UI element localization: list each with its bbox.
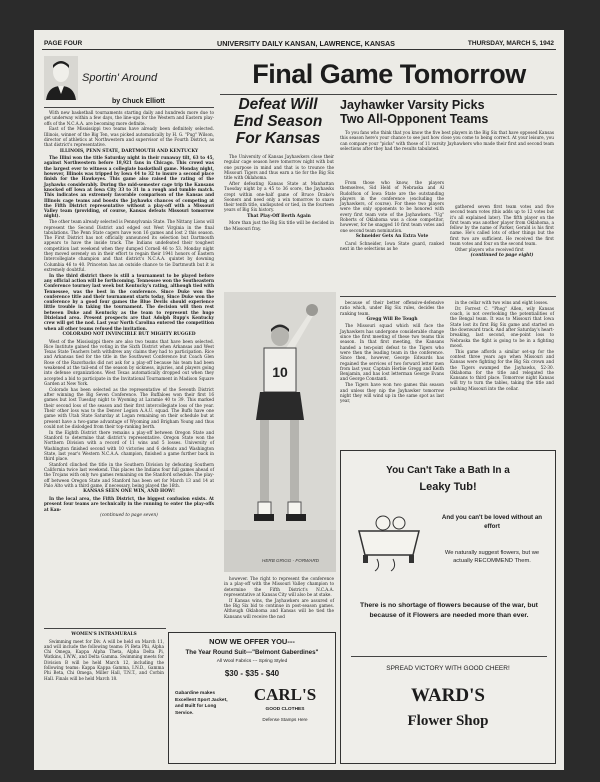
columnist-photo bbox=[44, 56, 78, 100]
paragraph: because of their better offensive-defensive ratio which, under Big Six rules, decides the ranking team. bbox=[340, 300, 444, 316]
svg-text:10: 10 bbox=[272, 364, 288, 380]
ad-brand: WARD'S bbox=[411, 685, 485, 706]
paragraph: Colorado has been selected as the representative of the Seventh District after winning the Big Seven Conference. The Buffaloes won their first 16 games but lost Tuesday night to Wyoming at Laramie 40 to 39. This marked their second loss of the season and their first intercollegiate loss of the year. Their other loss was to the Denver Legion A.A.U. squad. The Buffs have one game with Utah State Saturday at Logan remaining on their schedule but at present have a two-game advantage of Wyoming and Brigham Young and thus could not be dislodged from their top-ranking berth. bbox=[44, 386, 214, 429]
right-intro bbox=[340, 130, 554, 152]
intramurals-text: Swimming meet for Div. A will be held on March 11, and will include the following teams: Pi Beta Phi, Alpha Chi Omega, Kappa Alpha Theta, Alpha Delta Pi, Watkins, I.W.W., and Delta Gamma. Swimming meets for Division B will be held March 12, including the following teams: Kappa Kappa Gamma, I.N.D., Gamma Phi Beta, Chi Omega, Miller Hall, T.N.T., and Corbin Hall. Finals will be held March 18. bbox=[44, 638, 164, 681]
portrait-icon bbox=[44, 56, 78, 100]
paper-name: UNIVERSITY DAILY KANSAN, LAWRENCE, KANSAS bbox=[217, 39, 395, 48]
ad-line: All Wool Fabrics --- Spring Styled bbox=[216, 659, 288, 664]
ad-line: There is no shortage of flowers because of the war, but because of it Flowers are needed more than ever. bbox=[360, 602, 538, 619]
intramurals-box bbox=[44, 631, 164, 681]
paragraph: The Tigers have won two games this season and unless they nip the Jayhawker tomorrow night they will wind up in the same spot as last year, bbox=[340, 382, 444, 404]
paragraph: If Kansas wins, the Jayhawkers are assured of the Big Six bid to continue in post-season games. Although Oklahoma and Kansas will be tied the Kansans will receive the nod bbox=[224, 597, 334, 619]
divider bbox=[44, 628, 166, 629]
paragraph: Other players who received first bbox=[455, 246, 524, 252]
right-lower-b bbox=[450, 300, 554, 392]
player-photo bbox=[224, 292, 336, 572]
ad-brand-sub: GOOD CLOTHES bbox=[265, 707, 305, 712]
column-kicker: Sportin' Around bbox=[82, 72, 158, 84]
ad-line: You Can't Take a Bath In a bbox=[386, 465, 510, 476]
basketball-player-illustration bbox=[224, 292, 336, 572]
paragraph: In the local area, the Fifth District, the biggest confusion exists. At present four teams are technically in the running to enter the play-offs at Kan- bbox=[44, 495, 214, 512]
paragraph: Carol Schneider, Iowa State guard, ranked next in the selections as he bbox=[340, 240, 444, 251]
paragraph: however. The right to represent the conference in a play-off with the Missouri Valley champion to determine the Fifth District's N.C.A.A. representative at Kansas City will also be at stake. bbox=[224, 576, 334, 597]
divider bbox=[351, 656, 547, 657]
ad-line: Defense Stamps Here bbox=[262, 717, 308, 722]
banner-headline: Final Game Tomorrow bbox=[252, 59, 526, 89]
bathtub-illustration bbox=[353, 503, 425, 573]
paragraph: In the Eighth District there remains a play-off between Oregon State and Stanford to determine that district's representative. Oregon State won the Northern Division with a record of 11 wins and 5 losses. University of Washington finished second with 10 victories and 6 defeats and Washington State, last year's Western N.C.A.A. champion, finished a game further back in third place. bbox=[44, 429, 214, 462]
divider bbox=[220, 94, 557, 95]
middle-deck bbox=[222, 96, 334, 147]
masthead bbox=[42, 36, 556, 50]
ad-line: NOW WE OFFER YOU--- bbox=[209, 637, 295, 646]
deck-line: Two All-Opponent Teams bbox=[340, 112, 489, 126]
paragraph: To you fans who think that you know the five best players in the Big Six that have opposed Kansas this season here's your chance to see just how close you come to being correct. At your leisure, you can compare your "picks" with those of 11 varsity Jayhawkers who made their first and second team selections after they had the results tabulated. bbox=[340, 130, 554, 151]
right-col-b bbox=[450, 204, 554, 260]
ad-line: Gabardine makes Excellent Sport Jacket, and Built for Long Service. bbox=[175, 691, 228, 716]
column-title-block bbox=[82, 72, 212, 105]
paragraph: More than just the Big Six title will be decided in the Missouri fray. bbox=[224, 220, 334, 231]
column-byline: by Chuck Elliott bbox=[112, 98, 165, 105]
paragraph: Stanford clinched the title in the Southern Division by defeating Southern California twice last weekend. This places the Indians four full games ahead of the Trojans with only two games remaining on the Stanford schedule. The play-off between Oregon State and Stanford has been set for March 13 and 14 at Palo Alto with a third game, if necessary, being played the 16th. bbox=[44, 461, 214, 489]
paragraph: In the third district there is still a tournament to be played before any official action will be forthcoming. Tennessee won the Southeastern Conference tourney last week but Kentucky's rating, although tied with Tennessee, was the best in the conference. Since Duke won the conference title and their tournament starts today, Since Duke won the conference by a good four games the Blue Devils should experience little trouble in taking the tournament. The decision will then rest between Duke and Kentucky as the team to represent the huge Dixieland area. Present prospects are that Adolph Rupp's Kentucky crew will get the nod. Last year North Carolina entered the competition when all other teams refused the invitation. bbox=[44, 272, 214, 331]
deck-line: Jayhawker Varsity Picks bbox=[340, 98, 485, 112]
paragraph: After defeating Kansas State at Manhattan Tuesday night by a 45 to 36 score, the Jayhawks crept within one-half game of Bruce Drake's Sooners and need only a win tomorrow to snare their tenth title, undisputed or tied, in the fourteen years of Big Six history. bbox=[224, 180, 334, 213]
right-lower-a bbox=[340, 300, 444, 404]
paragraph: Dr. Forrest C. "Phog" Allen, wily Kansas coach, is not overlooking the potentialities of the Bengal team. It was to Missouri that Iowa State lost its first Big Six game and started on the downward track. And after Saturday's heart-breaking, last second, one-point loss to Nebraska the fight is going to be in a fighting mood. bbox=[450, 305, 554, 348]
subheading: That Play-Off Berth Again bbox=[247, 213, 311, 219]
ad-line: Leaky Tub! bbox=[419, 481, 477, 493]
subheading: COLORADO NOT INVINCIBLE BUT MIGHTY RUGGED bbox=[62, 331, 196, 337]
divider bbox=[44, 107, 214, 108]
ad-carls-clothes bbox=[168, 632, 336, 764]
paragraph: The University of Kansas Jayhawkers close their regular cage season here tomorrow night with but one purpose in mind and that is to trounce the Missouri Tigers and thus earn a tie for the Big Six title with Oklahoma. bbox=[224, 154, 334, 181]
paragraph: From those who know, the players themselves, Sid Held of Nebraska and Al Rudolfson of Iowa State are the outstanding players in the conference (excluding the Jayhawkers, of course). For these two players were the only opponents to be honored with every first team vote of the Jayhawkers. "Ug" Roberts of Oklahoma was a close competitor, however, for he snagged 10 first team votes and one second team nomination. bbox=[340, 180, 444, 233]
issue-date: THURSDAY, MARCH 5, 1942 bbox=[467, 40, 554, 47]
ad-wards-flower-shop bbox=[340, 450, 556, 764]
middle-story-continued bbox=[224, 576, 334, 619]
continued-note: (continued to page seven) bbox=[100, 512, 158, 518]
newspaper-page bbox=[34, 30, 564, 770]
page-number: PAGE FOUR bbox=[44, 40, 83, 47]
ad-line: We naturally suggest flowers, but we actually RECOMMEND Them. bbox=[444, 550, 540, 564]
ad-line: SPREAD VICTORY WITH GOOD CHEER! bbox=[386, 665, 510, 672]
paragraph: The Missouri squad which will face the Jayhawkers has undergone considerable change since the first meeting of these two teams this season. In that first meeting, the Kansans handed a ten-point defeat to the Tigers who were then the leading team in the conference. Since then, however, George Edwards has regained the services of two forward letter men from last year, Captain Herbie Gregg and Keith Benjamin, and has lost letterman George Evans and George Constanti. bbox=[340, 323, 444, 382]
continued-note: (continued to page eight) bbox=[470, 253, 534, 259]
subheading: KANSAS SEEN ONE WIN, AND HOW! bbox=[83, 489, 175, 495]
deck-line: For Kansas bbox=[235, 130, 321, 147]
subheading: Schneider Gets An Extra Vote bbox=[355, 233, 429, 239]
ad-brand-sub: Flower Shop bbox=[407, 713, 489, 729]
ad-price: $30 - $35 - $40 bbox=[224, 669, 280, 678]
divider bbox=[340, 296, 556, 297]
paragraph: This game affords a similar set-up for the contest three years ago when Missouri and Kansas were fighting for the Big Six crown and the Tigers swamped the Jayhawks, 52-30. Oklahoma for the title and relegated the Kansans to third place. Tomorrow night Kansas will try to turn the tables, taking the title and pushing Missouri into the cellar. bbox=[450, 348, 554, 391]
paragraph: With new basketball tournaments starting daily and hundreds more due to get underway within a few days, the line-ups for the Western and Eastern play-offs of the N.C.A.A. are becoming more definite. bbox=[44, 110, 214, 126]
column-body bbox=[44, 110, 214, 519]
paragraph: in the cellar with two wins and eight losses. bbox=[455, 300, 549, 305]
paragraph: West of the Mississippi there are also two teams that have been selected. Rice Institute gained the voting in the Sixth District when Arkansas and West Texas State Teachers both withdrew any claims they had to participation. Rice and Arkansas tied for the title in the Southwest Conference but Coach Glen Rose of the Razorbacks did not ask for a play-off because his team had been weakened at the tail-end of the season by sickness, injuries, and players going into defense organizations. West Texas automatically dropped out when they accepted a bid to participate in the Invitational Tournament in Madison Square Garden at New York. bbox=[44, 338, 214, 386]
paragraph: The other team already selected is Pennsylvania State. The Nittany Lions will represent the Second District and edged out West Virginia in the final tabulations. The Penn State cagers have won 16 games and lost 2 this season. The First District has not officially announced its selection but Dartmouth appears to have the inside track. The Indians undefeated their toughest competition last weekend when they dumped Cornell 46 to 53. Monday night they moved serenely on in their effort to regain their 1941 honors of Eastern Intercollegiate champion and that district's N.C.A.A. quintet by downing Columbia 46 to 40. Princeton has an outside chance to tie Dartmouth but it is extremely doubtful. bbox=[44, 219, 214, 272]
ad-line: And you can't be loved without an effort bbox=[441, 514, 543, 530]
paragraph: The Illini won the title Saturday night in their runaway tilt, 63 to 45, against Northwestern before 18,921 fans in Chicago. This crowd was the largest ever to witness a collegiate basketball game. Monday night, however, Illinois was tripped by Iowa 44 to 32 to insure a second place finish for the Hawkeyes. This game also raised the rating of the Jayhawks considerably. During the mid-semester cage trip the Kansans knocked off Iowa at Iowa City 33 to 31 in a rough and tumble match. This indicates an extremely favorable comparison of the Kansas and Illinois cage teams and boosts the Jayhawks chances of competing at the Fifth District representative without a play-off with a Missouri Valley team (providing, of course, Kansas defeats Missouri tomorrow night). bbox=[44, 155, 214, 219]
paragraph: East of the Mississippi two teams have already been definitely selected. Illinois, winner of the Big Ten, was picked automatically by H. G. "Pug" Wilson, director of athletics at Northwestern and supervisor of the Fourth District, as that district's representative. bbox=[44, 126, 214, 148]
ad-brand: CARL'S bbox=[253, 685, 317, 704]
ad-line: The Year Round Suit---"Belmont Gaberdines" bbox=[185, 649, 319, 656]
middle-story bbox=[224, 154, 334, 231]
subheading: ILLINOIS, PENN STATE, DARTMOUTH AND KENTUCKY bbox=[59, 148, 199, 154]
right-col-a bbox=[340, 180, 444, 252]
deck-line: End Season bbox=[233, 113, 323, 130]
intramurals-title: WOMEN'S INTRAMURALS bbox=[71, 632, 137, 637]
deck-line: Defeat Will bbox=[238, 96, 318, 113]
right-deck bbox=[340, 98, 556, 126]
subheading: Gregg Will Be Tough bbox=[366, 316, 418, 322]
paragraph: gathered seven first team votes and five second team votes (this adds up to 12 votes but it's all explained later). The fifth player on the first team was another player from Oklahoma, a fellow by the name of Parker, Gerald is his first name. He's called lots of other things but the first two are sufficient. He received the first team votes and four on the second team. bbox=[450, 204, 554, 247]
photo-caption: HERB GRIGG - FORWARD bbox=[262, 558, 319, 563]
